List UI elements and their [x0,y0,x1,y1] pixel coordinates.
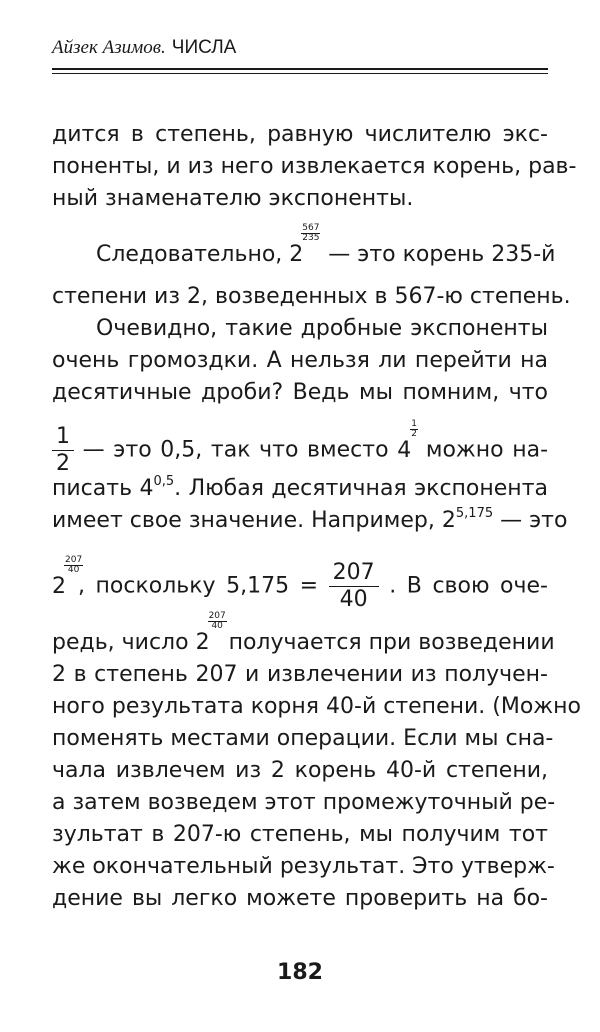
text-span: редь, число [52,630,189,655]
text-line-19: зультат в 207-ю степень, мы получим тот [52,822,548,847]
text-span: Следовательно, [96,242,283,267]
text-span: — это [500,508,568,533]
text-line-4 [52,223,556,270]
power-2-207-40 [195,611,226,658]
text-line-15: ного результата корня 40-й степени. (Можно [52,694,581,719]
exponent-denominator: 40 [211,621,223,631]
text-line-9 [52,418,549,477]
power-base: 4 [139,476,154,501]
power-base: 2 [52,573,66,599]
text-span: получается при возведении [228,630,555,655]
power-exponent: 5,175 [455,506,494,521]
fraction-exponent [64,556,83,575]
fraction-exponent [208,612,227,631]
exponent-denominator: 235 [302,233,320,243]
header-rule-thick [52,68,548,70]
power-base: 4 [397,437,412,463]
fraction-numerator: 207 [329,560,379,587]
power-2-207-40 [52,554,83,602]
text-span: . Любая десятичная экспонента [174,476,548,501]
fraction-numerator: 1 [52,424,74,451]
text-line-16: поменять местами операции. Если мы сна- [52,726,554,751]
text-span: можно на- [425,437,549,463]
fraction-exponent [301,224,320,243]
text-line-18: а затем возведем этот промежуточный ре- [52,790,556,815]
header-title: ЧИСЛА [171,37,237,58]
header-author: Айзек Азимов. [52,37,166,58]
text-line-7: очень громоздки. А нельзя ли перейти на [52,348,548,373]
text-line-8: десятичные дроби? Ведь мы помним, что [52,380,548,405]
text-line-14: 2 в степень 207 и извлечении из получен- [52,662,548,687]
running-header [52,36,236,59]
fraction-denominator: 40 [339,587,368,612]
text-span: — это корень 235-й [328,242,556,267]
text-line-13 [52,611,555,658]
power-4-0-5 [139,476,174,501]
fraction-207-40 [329,560,379,613]
power-exponent: 0,5 [153,474,175,489]
exponent-denominator: 40 [67,564,80,575]
text-line-1: дится в степень, равную числителю экс- [52,122,548,147]
text-line-20: же окончательный результат. Это утверж- [52,854,555,879]
power-base: 2 [195,630,210,655]
exponent-denominator: 2 [411,428,417,439]
text-line-11 [52,506,568,536]
exponent-numerator: 567 [302,223,320,233]
power-2-567-235 [289,223,321,270]
power-2-5-175 [442,508,493,533]
text-span: , поскольку 5,175 = [78,573,319,599]
text-line-5: степени из 2, возведенных в 567-ю степень. [52,284,571,309]
text-line-12 [52,554,548,613]
power-base: 2 [441,508,456,533]
power-base: 2 [289,242,304,267]
power-4-1-2 [397,418,417,466]
fraction-one-half [52,424,74,477]
header-rule-thin [52,73,548,74]
text-span: . В свою оче- [389,573,548,599]
fraction-denominator: 2 [56,451,70,476]
text-line-3: ный знаменателю экспоненты. [52,186,414,211]
text-line-6: Очевидно, такие дробные экспоненты [96,316,548,341]
text-line-17: чала извлечем из 2 корень 40-й степени, [52,758,548,783]
exponent-numerator: 207 [65,554,83,565]
text-span: писать [52,476,133,501]
text-line-21: дение вы легко можете проверить на бо- [52,886,548,911]
text-line-10 [52,474,548,504]
exponent-numerator: 207 [208,611,226,621]
exponent-numerator: 1 [411,418,417,429]
page-number: 182 [277,960,323,985]
fraction-exponent [410,420,418,439]
text-line-2: поненты, и из него извлекается корень, рав- [52,154,577,179]
text-span: — это 0,5, так что вместо [82,437,389,463]
text-span: имеет свое значение. Например, [52,508,435,533]
